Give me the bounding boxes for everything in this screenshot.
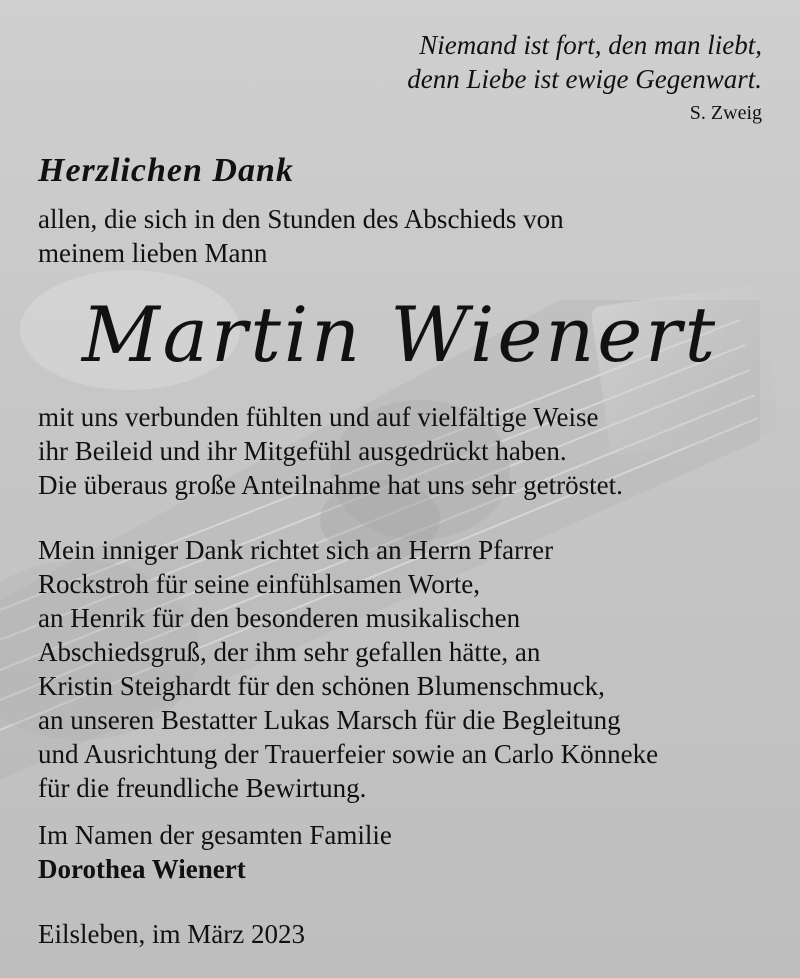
quote-author: S. Zweig <box>689 102 762 124</box>
quote-line-2: denn Liebe ist ewige Gegenwart. <box>407 64 762 94</box>
signer-name: Dorothea Wienert <box>38 854 246 884</box>
quote-line-1: Niemand ist fort, den man liebt, <box>419 30 762 60</box>
quote <box>407 28 762 96</box>
thanks-heading: Herzlichen Dank <box>38 152 294 189</box>
deceased-name: Martin Wienert <box>81 290 719 379</box>
paragraph-sympathy: mit uns verbunden fühlten und auf vielfältige Weise ihr Beileid und ihr Mitgefühl ausgedrückt haben. Die überaus große Anteilnahme hat uns sehr getröstet. <box>38 402 623 500</box>
place-date: Eilsleben, im März 2023 <box>38 919 305 949</box>
paragraph-thanks: Mein inniger Dank richtet sich an Herrn Pfarrer Rockstroh für seine einfühlsamen Worte, an Henrik für den besonderen musikalischen Abschiedsgruß, der ihm sehr gefallen hätte, an Kristin Steighardt für den schönen Blumenschmuck, an unseren Bestatter Lukas Marsch für die Begleitung und Ausrichtung der Trauerfeier sowie an Carlo Könneke für die freundliche Bewirtung. <box>38 535 659 803</box>
family-line: Im Namen der gesamten Familie <box>38 820 392 850</box>
intro-text: allen, die sich in den Stunden des Abschieds von meinem lieben Mann <box>38 204 564 268</box>
